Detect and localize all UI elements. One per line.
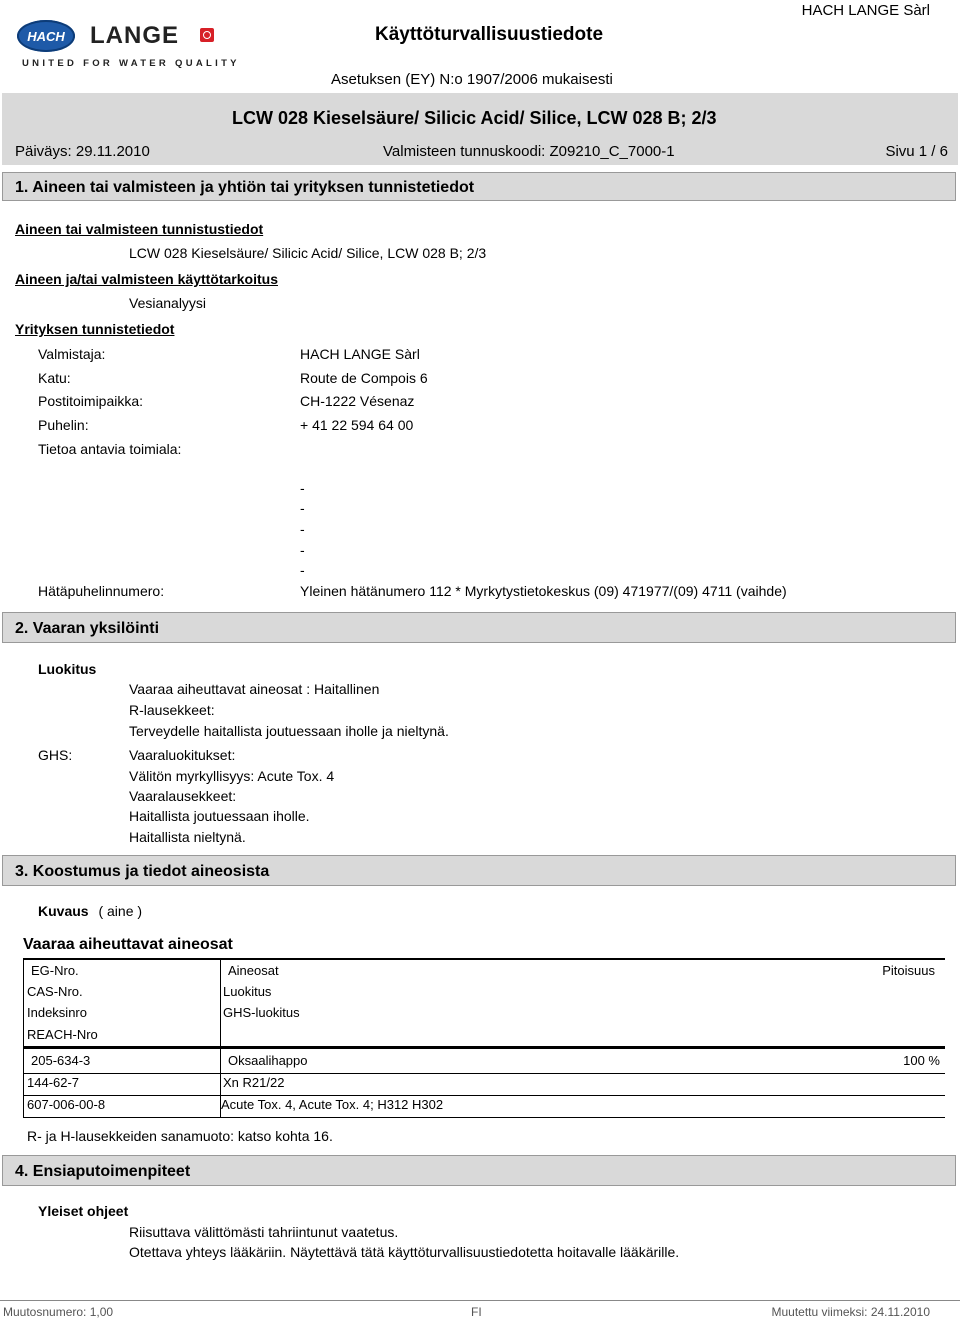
header-reach-number: REACH-Nro — [27, 1027, 98, 1042]
general-advice-line: Riisuttava välittömästi tahriintunut vaatetus. — [129, 1224, 399, 1240]
dash-line: - — [300, 542, 305, 558]
identification-value: LCW 028 Kieselsäure/ Silicic Acid/ Silice, LCW 028 B; 2/3 — [129, 245, 487, 261]
description-row — [38, 903, 142, 919]
hach-logo-badge: HACH — [17, 20, 75, 52]
table-mid-rule — [220, 958, 221, 1046]
date: Päiväys: 29.11.2010 — [15, 143, 150, 160]
registered-mark-icon — [200, 28, 214, 42]
row-left-rule — [23, 1049, 24, 1118]
postal-label: Postitoimipaikka: — [38, 393, 144, 409]
company-id-label: Yrityksen tunnistetiedot — [15, 321, 175, 337]
classification-line: R-lausekkeet: — [129, 702, 215, 718]
description-label: Kuvaus — [38, 903, 89, 919]
use-value: Vesianalyysi — [129, 295, 207, 311]
ghs-line: Vaaralausekkeet: — [129, 788, 237, 804]
header-ghs-classification: GHS-luokitus — [223, 1005, 300, 1020]
section-1-title: 1. Aineen tai valmisteen ja yhtiön tai yrityksen tunnistetiedot — [15, 179, 475, 196]
hazard-components-title: Vaaraa aiheuttavat aineosat — [23, 936, 233, 953]
ghs-line: Haitallista joutuessaan iholle. — [129, 808, 310, 824]
phrases-note: R- ja H-lausekkeiden sanamuoto: katso kohta 16. — [27, 1128, 333, 1144]
general-advice-label: Yleiset ohjeet — [38, 1203, 129, 1219]
identification-label: Aineen tai valmisteen tunnistustiedot — [15, 221, 264, 237]
section-2-title: 2. Vaaran yksilöinti — [15, 620, 160, 637]
info-label: Tietoa antavia toimiala: — [38, 441, 182, 457]
section-1-header — [2, 172, 956, 201]
logo-tagline: UNITED FOR WATER QUALITY — [22, 58, 240, 69]
street-label: Katu: — [38, 370, 71, 386]
company-header: HACH LANGE Sàrl — [801, 2, 930, 19]
revision-number: Muutosnumero: 1,00 — [3, 1305, 114, 1319]
row-rule — [23, 1095, 945, 1096]
dash-line: - — [300, 480, 305, 496]
product-code: Valmisteen tunnuskoodi: Z09210_C_7000-1 — [383, 143, 675, 160]
emergency-value: Yleinen hätänumero 112 * Myrkytystietokeskus (09) 471977/(09) 4711 (vaihde) — [300, 583, 787, 599]
table-top-rule — [23, 958, 945, 960]
use-label: Aineen ja/tai valmisteen käyttötarkoitus — [15, 271, 278, 287]
table-left-rule — [23, 958, 24, 1046]
classification-line: Vaaraa aiheuttavat aineosat : Haitallinen — [129, 681, 380, 697]
section-4-title: 4. Ensiaputoimenpiteet — [15, 1163, 191, 1180]
header-cas-number: CAS-Nro. — [27, 984, 83, 999]
lange-logo-text: LANGE — [90, 22, 179, 49]
row-classification: Xn R21/22 — [223, 1075, 285, 1090]
row-cas-number: 144-62-7 — [27, 1075, 80, 1090]
row-ghs-classification: Acute Tox. 4, Acute Tox. 4; H312 H302 — [221, 1097, 444, 1112]
phone-label: Puhelin: — [38, 417, 89, 433]
header-index-number: Indeksinro — [27, 1005, 87, 1020]
row-rule — [23, 1073, 945, 1074]
general-advice-line: Otettava yhteys lääkäriin. Näytettävä tätä käyttöturvallisuustiedotetta hoitavalle lääkärille. — [129, 1244, 680, 1260]
ghs-line: Välitön myrkyllisyys: Acute Tox. 4 — [129, 768, 335, 784]
ghs-label: GHS: — [38, 747, 73, 763]
header-classification: Luokitus — [223, 984, 272, 999]
postal-value: CH-1222 Vésenaz — [300, 393, 415, 409]
last-modified: Muutettu viimeksi: 24.11.2010 — [771, 1305, 930, 1319]
header-component: Aineosat — [228, 963, 279, 978]
ghs-line: Haitallista nieltynä. — [129, 829, 246, 845]
street-value: Route de Compois 6 — [300, 370, 428, 386]
row-component: Oksaalihappo — [228, 1053, 308, 1068]
table-header-rule — [23, 1046, 945, 1049]
language-code: FI — [471, 1305, 482, 1319]
row-concentration: 100 % — [903, 1053, 940, 1068]
header-concentration: Pitoisuus — [882, 963, 935, 978]
classification-label: Luokitus — [38, 661, 97, 677]
row-eg-number: 205-634-3 — [31, 1053, 91, 1068]
section-3-title: 3. Koostumus ja tiedot aineosista — [15, 863, 270, 880]
product-title: LCW 028 Kieselsäure/ Silicic Acid/ Silice, LCW 028 B; 2/3 — [232, 108, 717, 128]
manufacturer-value: HACH LANGE Sàrl — [300, 346, 420, 362]
description-value: ( aine ) — [98, 903, 143, 919]
manufacturer-label: Valmistaja: — [38, 346, 106, 362]
section-2-header — [2, 612, 956, 643]
regulation-line: Asetuksen (EY) N:o 1907/2006 mukaisesti — [331, 71, 613, 88]
dash-line: - — [300, 521, 305, 537]
section-4-header — [2, 1155, 956, 1186]
dash-line: - — [300, 500, 305, 516]
header-eg-number: EG-Nro. — [31, 963, 79, 978]
phone-value: + 41 22 594 64 00 — [300, 417, 414, 433]
footer-rule — [0, 1300, 960, 1301]
dash-line: - — [300, 562, 305, 578]
section-3-header — [2, 855, 956, 886]
emergency-label: Hätäpuhelinnumero: — [38, 583, 165, 599]
row-index-number: 607-006-00-8 — [27, 1097, 106, 1112]
ghs-line: Vaaraluokitukset: — [129, 747, 236, 763]
classification-line: Terveydelle haitallista joutuessaan iholle ja nieltynä. — [129, 723, 449, 739]
row-rule — [23, 1117, 945, 1118]
page-number: Sivu 1 / 6 — [885, 143, 948, 160]
document-title: Käyttöturvallisuustiedote — [375, 24, 604, 45]
